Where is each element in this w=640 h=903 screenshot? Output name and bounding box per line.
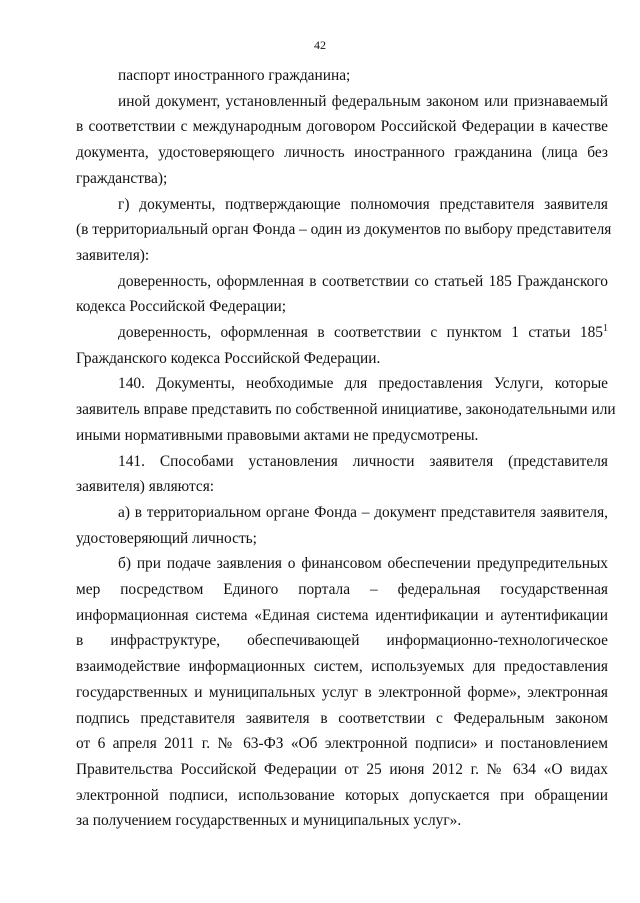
text-line: б) при подаче заявления о финансовом обеспечении предупредительных — [118, 555, 608, 573]
superscript-mark: 1 — [603, 323, 608, 335]
text-line: электронной подписи, использование которых допускается при обращении — [76, 786, 608, 804]
text-line: (в территориальный орган Фонда – один из документов по выбору представителя — [76, 221, 612, 239]
text-line: в соответствии с международным договором Российской Федерации в качестве — [76, 118, 608, 136]
text-line-content: доверенность, оформленная в соответствии с пунктом 1 статьи 185 — [118, 324, 603, 342]
text-line: в инфраструктуре, обеспечивающей информационно-технологическое — [76, 632, 608, 650]
text-line: за получением государственных и муниципальных услуг». — [76, 812, 462, 830]
page-number: 42 — [314, 38, 326, 52]
text-line: иными нормативными правовыми актами не предусмотрены. — [76, 426, 479, 444]
text-line: а) в территориальном органе Фонда – документ представителя заявителя, — [118, 503, 608, 521]
text-line: государственных и муниципальных услуг в электронной форме», электронная — [76, 683, 608, 701]
paragraph — [76, 320, 608, 371]
text-line: заявителя) являются: — [76, 478, 215, 496]
text-line: 141. Способами установления личности заявителя (представителя — [118, 452, 608, 470]
paragraph — [76, 63, 608, 89]
text-line: доверенность, оформленная в соответствии со статьей 185 Гражданского — [118, 272, 608, 290]
text-line: кодекса Российской Федерации; — [76, 298, 287, 316]
text-line: подпись представителя заявителя в соответствии с Федеральным законом — [76, 709, 608, 727]
paragraph — [76, 269, 608, 320]
text-line: Гражданского кодекса Российской Федерации. — [76, 349, 381, 367]
text-line: удостоверяющий личность; — [76, 529, 257, 547]
text-line: 140. Документы, необходимые для предоставления Услуги, которые — [118, 375, 608, 393]
paragraph — [76, 192, 612, 269]
text-line: документа, удостоверяющего личность иностранного гражданина (лица без — [76, 144, 608, 162]
text-line: от 6 апреля 2011 г. № 63-ФЗ «Об электронной подписи» и постановлением — [76, 735, 608, 753]
paragraph — [76, 371, 616, 448]
text-line: заявитель вправе представить по собственной инициативе, законодательными или — [76, 401, 616, 419]
paragraph — [76, 449, 608, 500]
text-line: г) документы, подтверждающие полномочия представителя заявителя — [118, 195, 608, 213]
document-body — [76, 63, 616, 834]
text-line: информационная система «Единая система идентификации и аутентификации — [76, 606, 608, 624]
text-line: мер посредством Единого портала – федеральная государственная — [76, 581, 608, 599]
paragraph — [76, 500, 608, 551]
paragraph — [76, 89, 608, 192]
text-line: взаимодействие информационных систем, используемых для предоставления — [76, 658, 608, 676]
text-line: паспорт иностранного гражданина; — [118, 67, 351, 84]
text-line: Правительства Российской Федерации от 25 июня 2012 г. № 634 «О видах — [76, 760, 608, 778]
text-line: гражданства); — [76, 169, 168, 187]
text-line: иной документ, установленный федеральным законом или признаваемый — [118, 92, 608, 110]
text-line — [76, 320, 608, 346]
text-line: заявителя): — [76, 246, 150, 264]
paragraph — [76, 551, 608, 834]
